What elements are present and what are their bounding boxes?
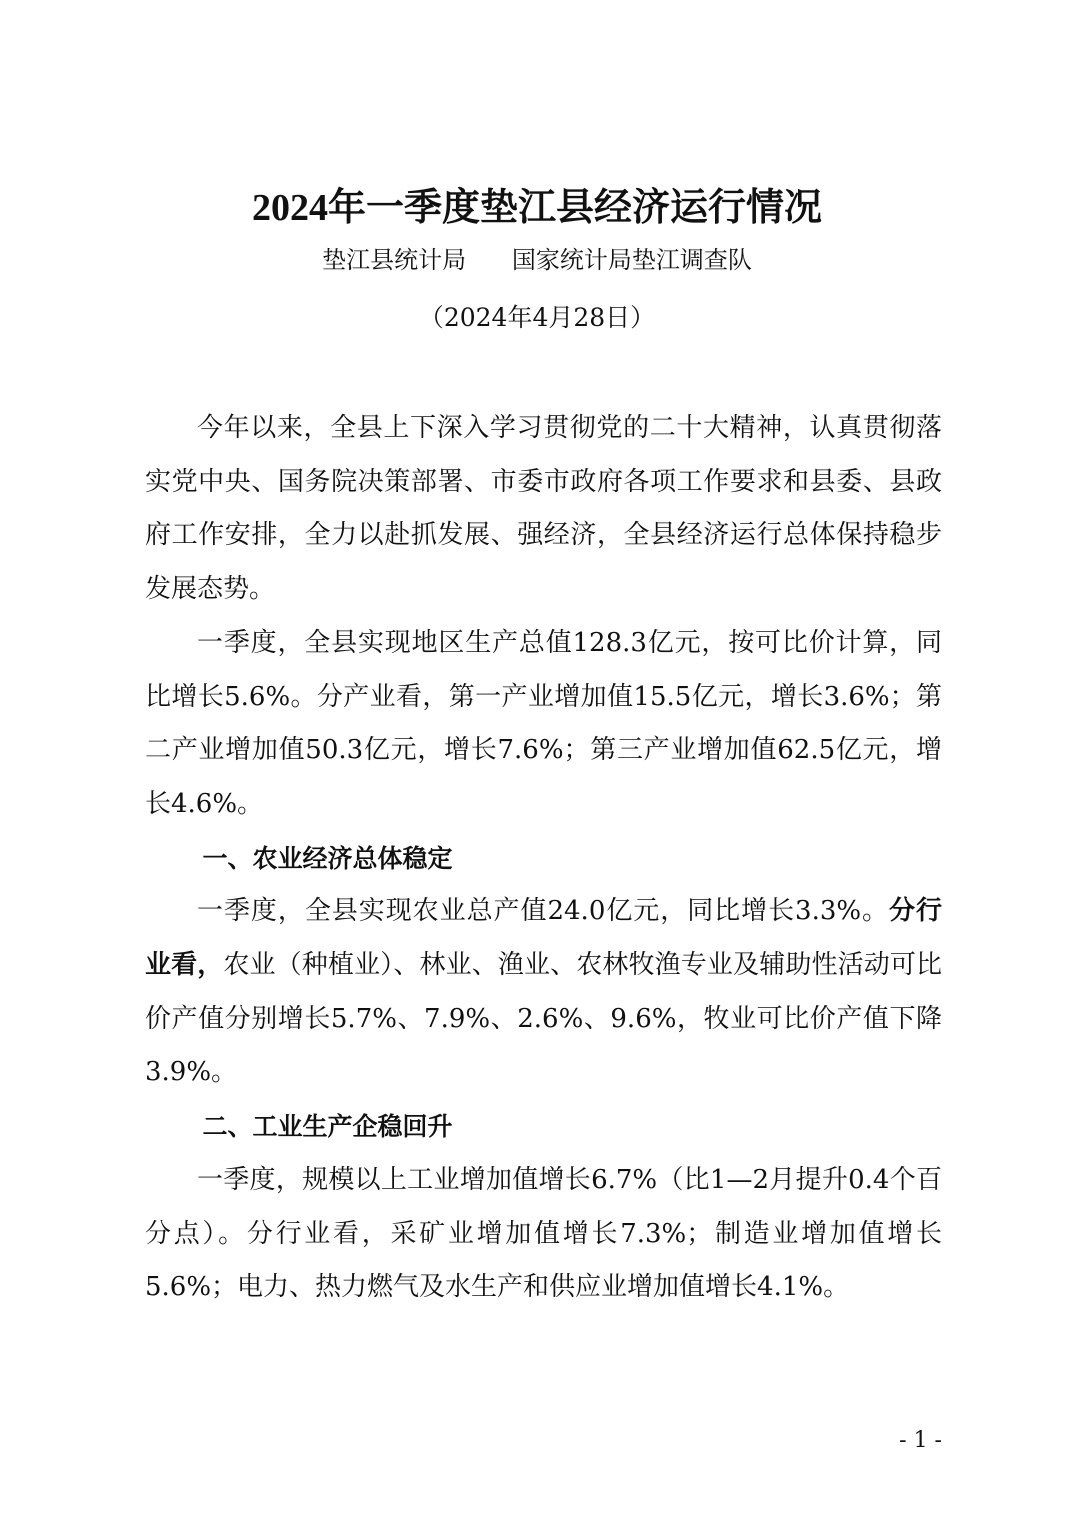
agriculture-paragraph	[145, 885, 942, 1100]
industry-paragraph: 一季度，规模以上工业增加值增长6.7%（比1—2月提升0.4个百分点）。分行业看，采矿业增加值增长7.3%；制造业增加值增长5.6%；电力、热力燃气及水生产和供应业增加值增长4.1%。	[145, 1164, 942, 1303]
section-heading-agriculture: 一、农业经济总体稳定	[202, 843, 453, 873]
page-number: - 1 -	[899, 1428, 942, 1453]
section-heading-industry: 二、工业生产企稳回升	[202, 1112, 453, 1142]
document-authors: 垫江县统计局 国家统计局垫江调查队	[322, 246, 752, 274]
document-title: 2024年一季度垫江县经济运行情况	[251, 187, 822, 229]
document-body	[145, 402, 942, 1315]
document-date: （2024年4月28日）	[418, 303, 656, 332]
intro-paragraph: 今年以来，全县上下深入学习贯彻党的二十大精神，认真贯彻落实党中央、国务院决策部署、市委市政府各项工作要求和县委、县政府工作安排，全力以赴抓发展、强经济，全县经济运行总体保持稳步发展态势。	[145, 413, 942, 605]
agriculture-lead-text: 分行业看，	[145, 896, 942, 981]
overview-paragraph: 一季度，全县实现地区生产总值128.3亿元，按可比价计算，同比增长5.6%。分产业看，第一产业增加值15.5亿元，增长3.6%；第二产业增加值50.3亿元，增长7.6%；第三产业增加值62.5亿元，增长4.6%。	[145, 627, 942, 819]
agriculture-summary-text: 一季度，全县实现农业总产值24.0亿元，同比增长3.3%。	[197, 896, 890, 927]
agriculture-detail-text: 农业（种植业）、林业、渔业、农林牧渔专业及辅助性活动可比价产值分别增长5.7%、7.9%、2.6%、9.6%，牧业可比价产值下降3.9%。	[145, 950, 942, 1088]
